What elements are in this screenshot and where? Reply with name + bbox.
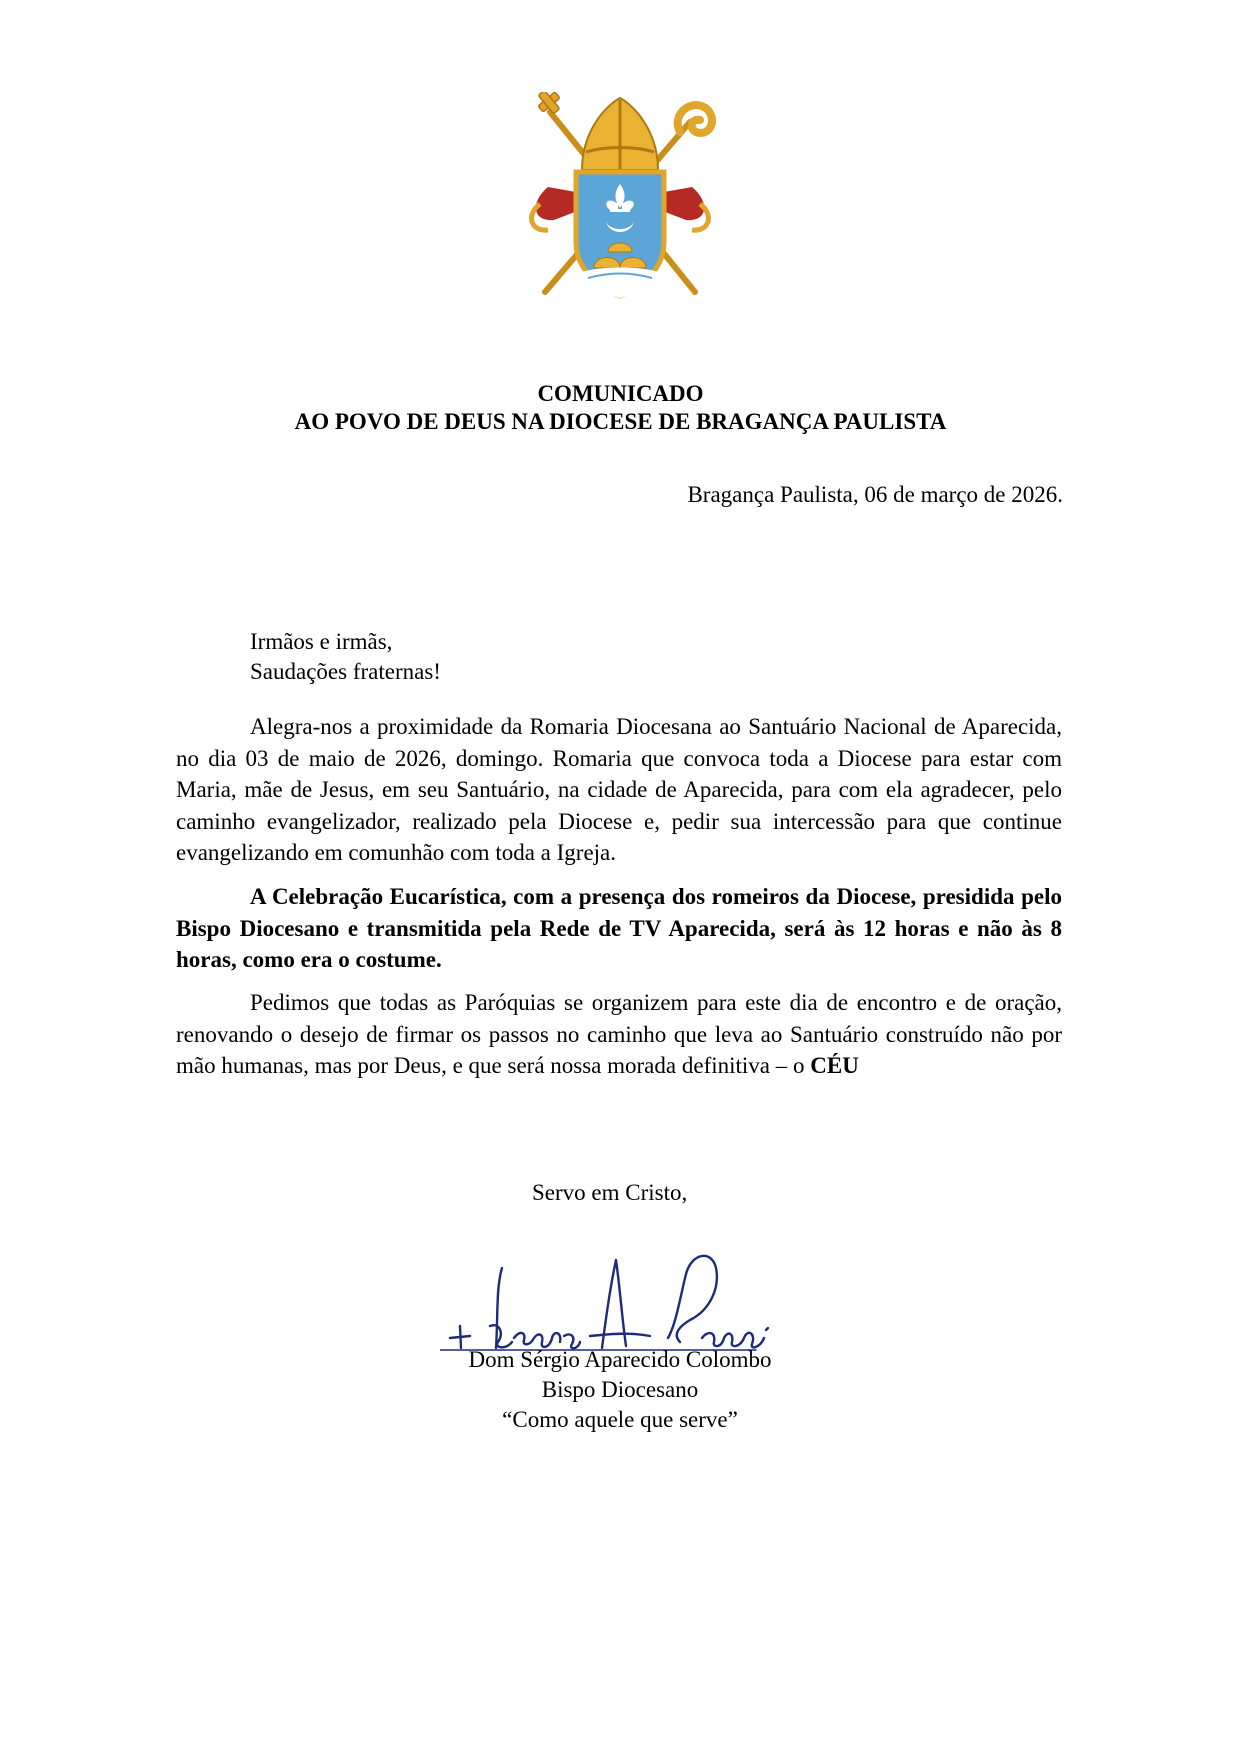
body-paragraph-2-announcement: A Celebração Eucarística, com a presença dos romeiros da Diocese, presidida pelo Bispo Diocesano e transmitida pela Rede de TV Aparecida, será às 12 horas e não às 8 horas, como era o costume.: [176, 884, 1062, 972]
document-title: COMUNICADO: [537, 381, 704, 406]
place-and-date: Bragança Paulista, 06 de março de 2026.: [687, 482, 1063, 507]
paragraph-3-emphasis: CÉU: [810, 1053, 859, 1078]
signer-title: Bispo Diocesano: [541, 1377, 699, 1402]
body-paragraph-1: Alegra-nos a proximidade da Romaria Diocesana ao Santuário Nacional de Aparecida, no dia 03 de maio de 2026, domingo. Romaria que convoca toda a Diocese para estar com Maria, mãe de Jesus, em seu Santuário, na cidade de Aparecida, para com ela agradecer, pelo caminho evangelizador, realizado pela Diocese e, pedir sua intercessão para que continue evangelizando em comunhão com toda a Igreja.: [176, 714, 1062, 865]
body-paragraph-3: [176, 987, 1062, 1082]
signer-name: Dom Sérgio Aparecido Colombo: [468, 1347, 772, 1372]
closing-salutation: Servo em Cristo,: [532, 1180, 688, 1205]
greeting-line-2: Saudações fraternas!: [250, 659, 441, 684]
handwritten-signature-icon: [440, 1238, 800, 1356]
document-subtitle: AO POVO DE DEUS NA DIOCESE DE BRAGANÇA PAULISTA: [294, 409, 947, 434]
greeting-line-1: Irmãos e irmãs,: [250, 629, 393, 654]
diocesan-coat-of-arms-icon: [520, 92, 720, 302]
paragraph-3-text: Pedimos que todas as Paróquias se organizem para este dia de encontro e de oração, renovando o desejo de firmar os passos no caminho que leva ao Santuário construído não por mão humanas, mas por Deus, e que será nossa morada definitiva – o: [176, 990, 1062, 1078]
signer-motto: “Como aquele que serve”: [502, 1407, 738, 1432]
